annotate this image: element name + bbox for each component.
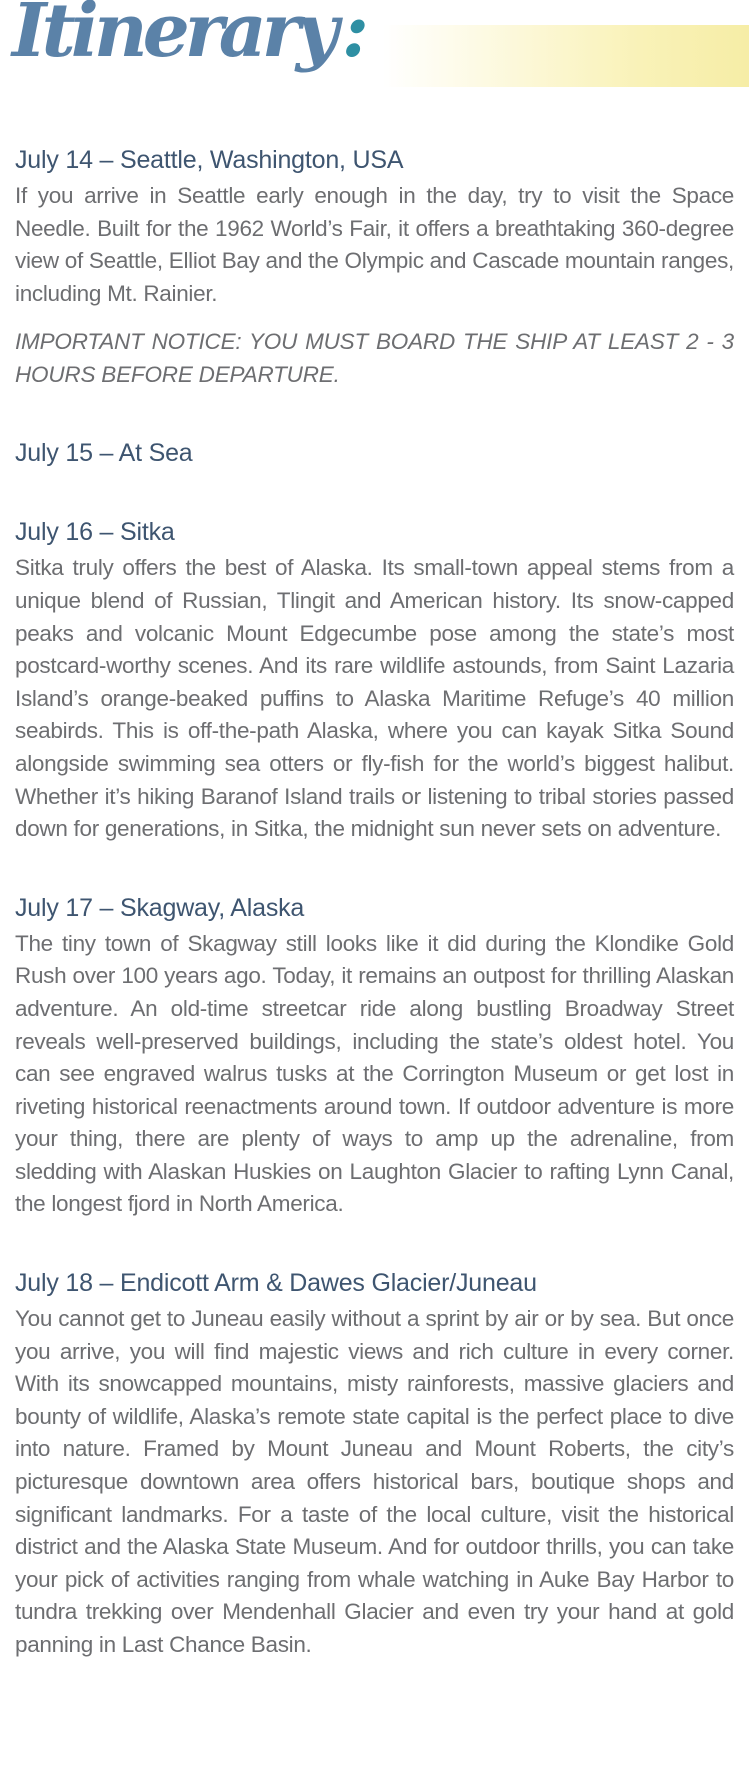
day-heading: July 15 – At Sea [15, 439, 193, 468]
page-title-colon: : [341, 0, 370, 74]
day-heading: July 18 – Endicott Arm & Dawes Glacier/Juneau [15, 1269, 537, 1298]
day-description: If you arrive in Seattle early enough in the day, try to visit the Space Needle. Built for the 1962 World’s Fair, it offers a breathtaking 360-degree view of Seattle, Elliot Bay and the Olympic and Cascade mountain ranges, including Mt. Rainier. [15, 183, 734, 306]
itinerary-day-july-16 [15, 516, 734, 845]
page-title [12, 0, 369, 74]
itinerary-content [0, 144, 749, 1662]
page-title-word: Itinerary [12, 0, 334, 74]
day-heading: July 14 – Seattle, Washington, USA [15, 146, 404, 174]
itinerary-day-july-18 [15, 1267, 734, 1662]
itinerary-day-july-15 [15, 437, 734, 470]
day-description: The tiny town of Skagway still looks like it did during the Klondike Gold Rush over 100 years ago. Today, it remains an outpost for thrilling Alaskan adventure. An old-time streetcar ride along bustling Broadway Street reveals well-preserved buildings, including the state’s oldest hotel. You can see engraved walrus tusks at the Corrington Museum or get lost in riveting historical reenactments around town. If outdoor adventure is more your thing, there are plenty of ways to amp up the adrenaline, from sledding with Alaskan Huskies on Laughton Glacier to rafting Lynn Canal, the longest fjord in North America. [15, 930, 734, 1217]
day-description: Sitka truly offers the best of Alaska. Its small-town appeal stems from a unique blend of Russian, Tlingit and American history. Its snow-capped peaks and volcanic Mount Edgecumbe pose among the state’s most postcard-worthy scenes. And its rare wildlife astounds, from Saint Lazaria Island’s orange-beaked puffins to Alaska Maritime Refuge’s 40 million seabirds. This is off-the-path Alaska, where you can kayak Sitka Sound alongside swimming sea otters or fly-fish for the world’s biggest halibut. Whether it’s hiking Baranof Island trails or listening to tribal stories passed down for generations, in Sitka, the midnight sun never sets on adventure. [15, 555, 734, 842]
page-header [0, 0, 749, 136]
day-heading: July 16 – Sitka [15, 518, 175, 547]
important-notice: IMPORTANT NOTICE: YOU MUST BOARD THE SHIP AT LEAST 2 - 3 HOURS BEFORE DEPARTURE. [15, 329, 734, 388]
day-description: You cannot get to Juneau easily without a sprint by air or by sea. But once you arrive, you will find majestic views and rich culture in every corner. With its snowcapped mountains, misty rainforests, massive glaciers and bounty of wildlife, Alaska’s remote state capital is the perfect place to dive into nature. Framed by Mount Juneau and Mount Roberts, the city’s picturesque downtown area offers historical bars, boutique shops and significant landmarks. For a taste of the local culture, visit the historical district and the Alaska State Museum. And for outdoor thrills, you can take your pick of activities ranging from whale watching in Auke Bay Harbor to tundra trekking over Mendenhall Glacier and even try your hand at gold panning in Last Chance Basin. [15, 1306, 734, 1657]
day-heading: July 17 – Skagway, Alaska [15, 893, 305, 922]
itinerary-day-july-14 [15, 144, 734, 391]
itinerary-day-july-17 [15, 892, 734, 1221]
yellow-highlight-band [383, 25, 749, 87]
